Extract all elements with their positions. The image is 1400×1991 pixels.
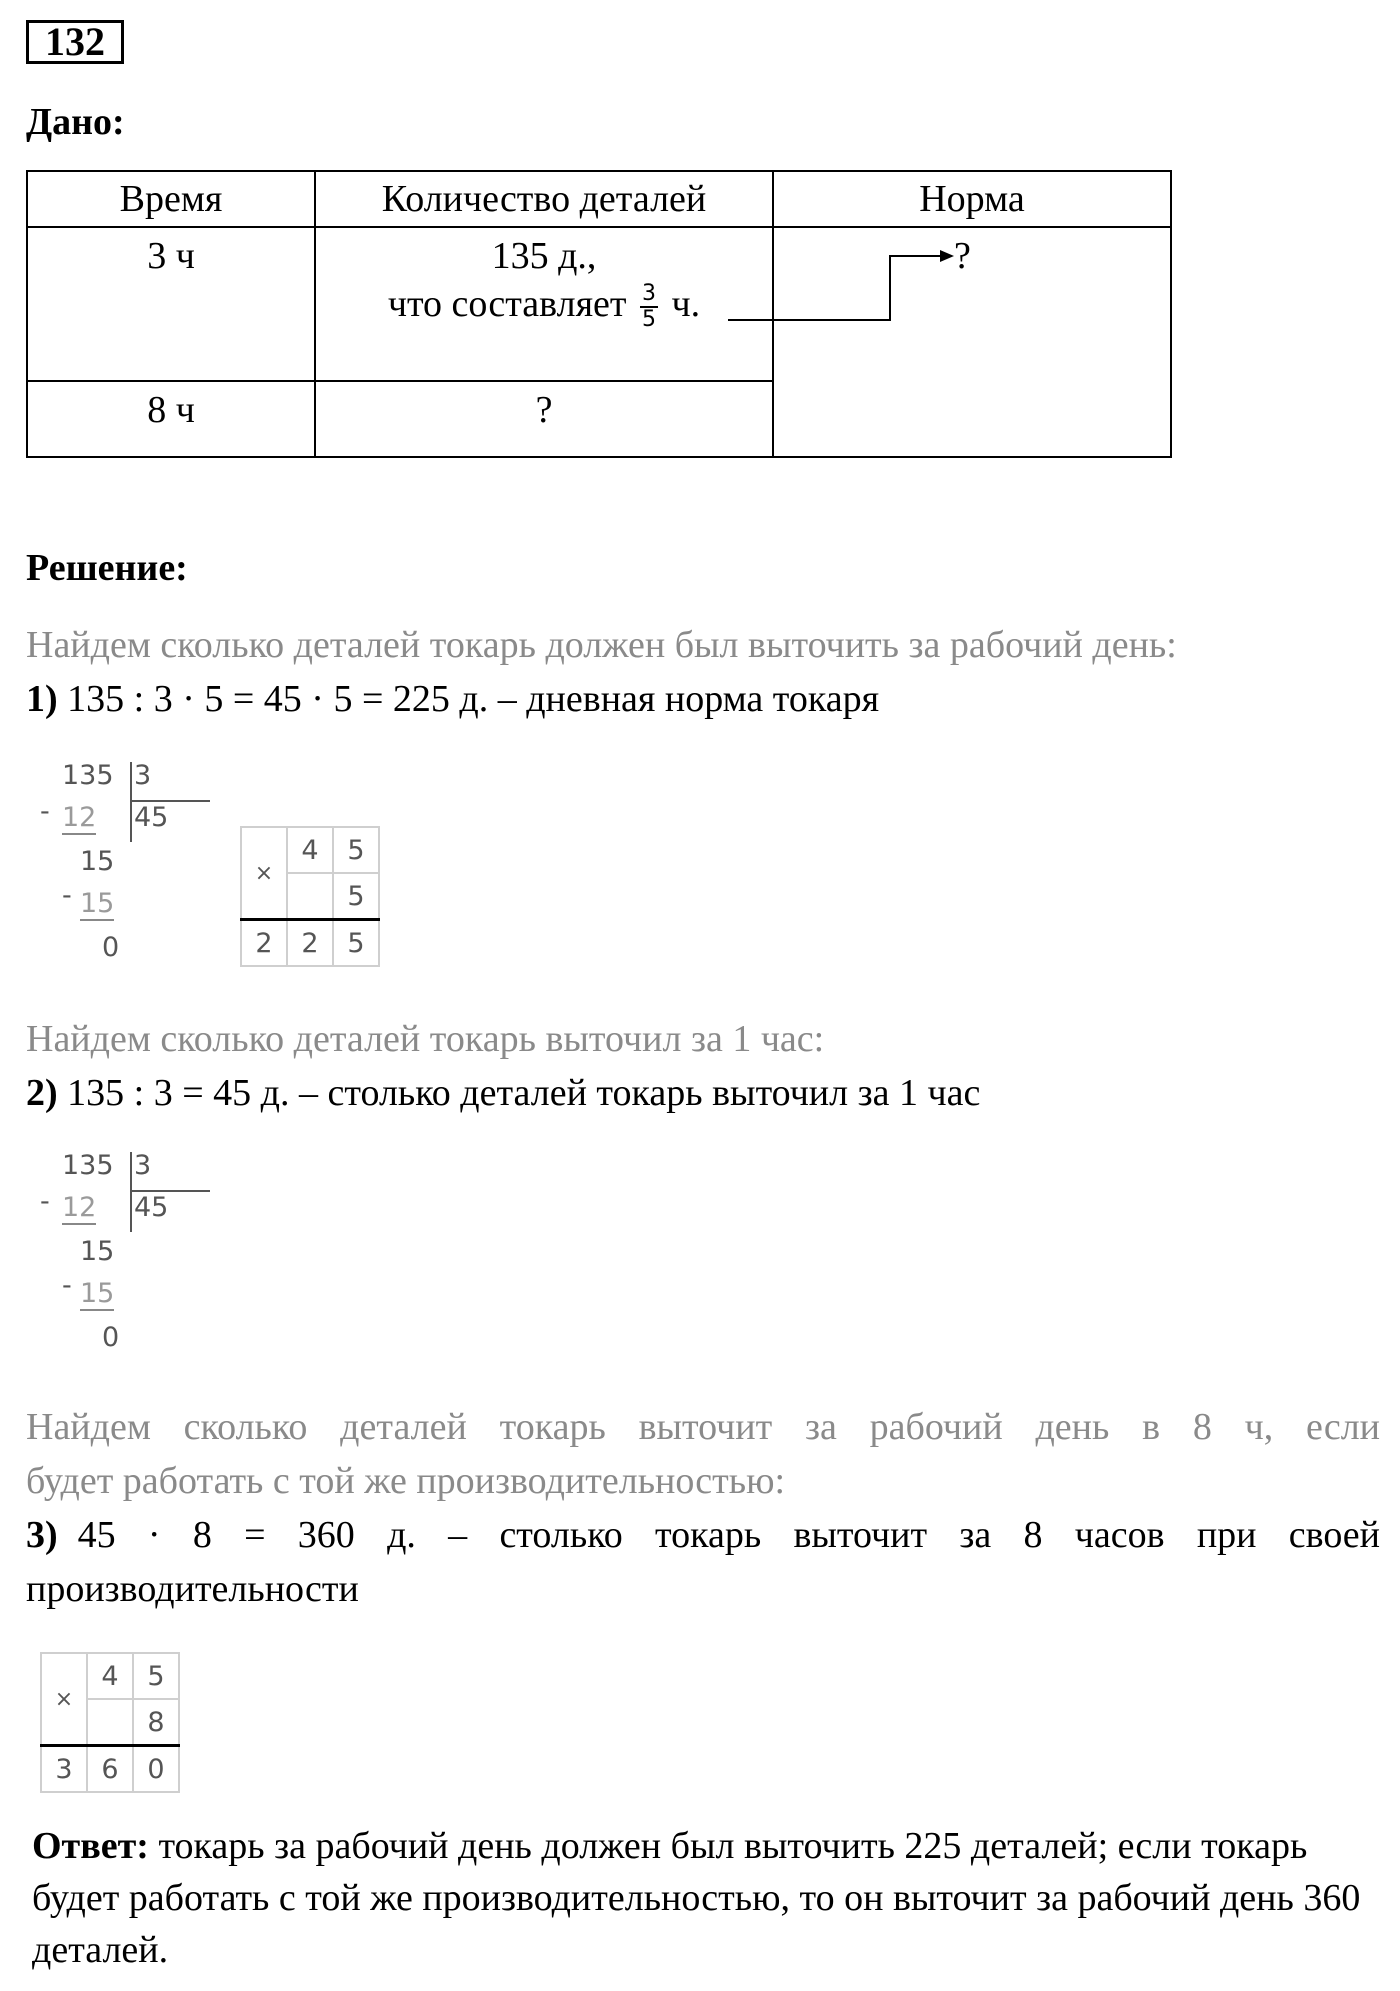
row1-time: 3 ч	[27, 227, 315, 381]
multiplication-grid-2	[40, 1652, 180, 1793]
step2-line	[26, 1066, 980, 1120]
grid-digit: 8	[133, 1699, 179, 1746]
step2-intro: Найдем сколько деталей токарь выточил за 1 час:	[26, 1018, 825, 1060]
grid-digit: 5	[333, 827, 379, 873]
grid-digit: 4	[287, 827, 333, 873]
remainder-1: 15	[80, 846, 115, 877]
multiplication-grid-1	[240, 826, 380, 967]
grid-digit: 2	[241, 920, 287, 967]
header-quantity: Количество деталей	[315, 171, 773, 227]
answer	[32, 1820, 1392, 1976]
dividend: 135	[62, 760, 114, 791]
divisor: 3	[134, 760, 152, 791]
solution-heading: Решение:	[26, 547, 188, 589]
step3-intro-line2: будет работать с той же производительностью:	[26, 1460, 786, 1502]
remainder-2: 0	[102, 932, 120, 963]
step1-label: 1)	[26, 678, 58, 720]
header-time: Время	[27, 171, 315, 227]
step3-intro-line1: Найдем сколько деталей токарь выточит за рабочий день в 8 ч, если	[26, 1406, 1380, 1448]
step1-line	[26, 672, 879, 726]
header-norm: Норма	[773, 171, 1171, 227]
subtrahend-1: 12	[62, 1192, 97, 1223]
row1-quantity-line1: 135 д.,	[491, 235, 597, 277]
grid-digit: 3	[41, 1746, 87, 1793]
subtrahend-2: 15	[80, 1278, 115, 1309]
quotient: 45	[134, 1192, 169, 1223]
step3-text-line2: производительности	[26, 1568, 359, 1610]
row2-quantity: ?	[315, 381, 773, 457]
norm-question: ?	[954, 235, 971, 277]
times-sign: ×	[41, 1653, 87, 1746]
step3-label: 3)	[26, 1514, 58, 1556]
grid-digit: 0	[133, 1746, 179, 1793]
step1-intro: Найдем сколько деталей токарь должен был выточить за рабочий день:	[26, 624, 1177, 666]
subtrahend-1: 12	[62, 802, 97, 833]
grid-empty	[287, 873, 333, 920]
remainder-1: 15	[80, 1236, 115, 1267]
grid-digit: 5	[333, 920, 379, 967]
minus-sign: -	[40, 796, 50, 827]
minus-sign: -	[40, 1186, 50, 1217]
answer-text: токарь за рабочий день должен был выточить 225 деталей; если токарь будет работать с той же производительностью, то он выточит за рабочий день 360 деталей.	[32, 1825, 1361, 1971]
step3-text-line1: 45 · 8 = 360 д. – столько токарь выточит за 8 часов при своей	[77, 1514, 1380, 1556]
step3-line1	[26, 1508, 1380, 1562]
given-heading: Дано:	[26, 101, 125, 143]
remainder-2: 0	[102, 1322, 120, 1353]
answer-label: Ответ:	[32, 1825, 149, 1867]
fraction-numerator: 3	[642, 281, 657, 307]
step1-text: 135 : 3 · 5 = 45 · 5 = 225 д. – дневная норма токаря	[67, 678, 880, 720]
grid-digit: 2	[287, 920, 333, 967]
grid-digit: 6	[87, 1746, 133, 1793]
problem-number: 132	[26, 20, 124, 64]
long-division-1	[40, 760, 180, 970]
row1-quantity-prefix: что составляет	[387, 283, 627, 325]
row1-quantity-suffix: ч.	[671, 283, 701, 325]
fraction-denominator: 5	[642, 307, 657, 333]
minus-sign: -	[62, 1270, 72, 1301]
step2-text: 135 : 3 = 45 д. – столько деталей токарь выточил за 1 час	[67, 1072, 981, 1114]
grid-digit: 4	[87, 1653, 133, 1699]
minus-sign: -	[62, 880, 72, 911]
quotient: 45	[134, 802, 169, 833]
grid-digit: 5	[133, 1653, 179, 1699]
long-division-2	[40, 1150, 180, 1360]
grid-digit: 5	[333, 873, 379, 920]
dividend: 135	[62, 1150, 114, 1181]
subtrahend-2: 15	[80, 888, 115, 919]
step2-label: 2)	[26, 1072, 58, 1114]
row2-time: 8 ч	[27, 381, 315, 457]
times-sign: ×	[241, 827, 287, 920]
grid-empty	[87, 1699, 133, 1746]
divisor: 3	[134, 1150, 152, 1181]
connector-arrow	[0, 0, 1400, 400]
